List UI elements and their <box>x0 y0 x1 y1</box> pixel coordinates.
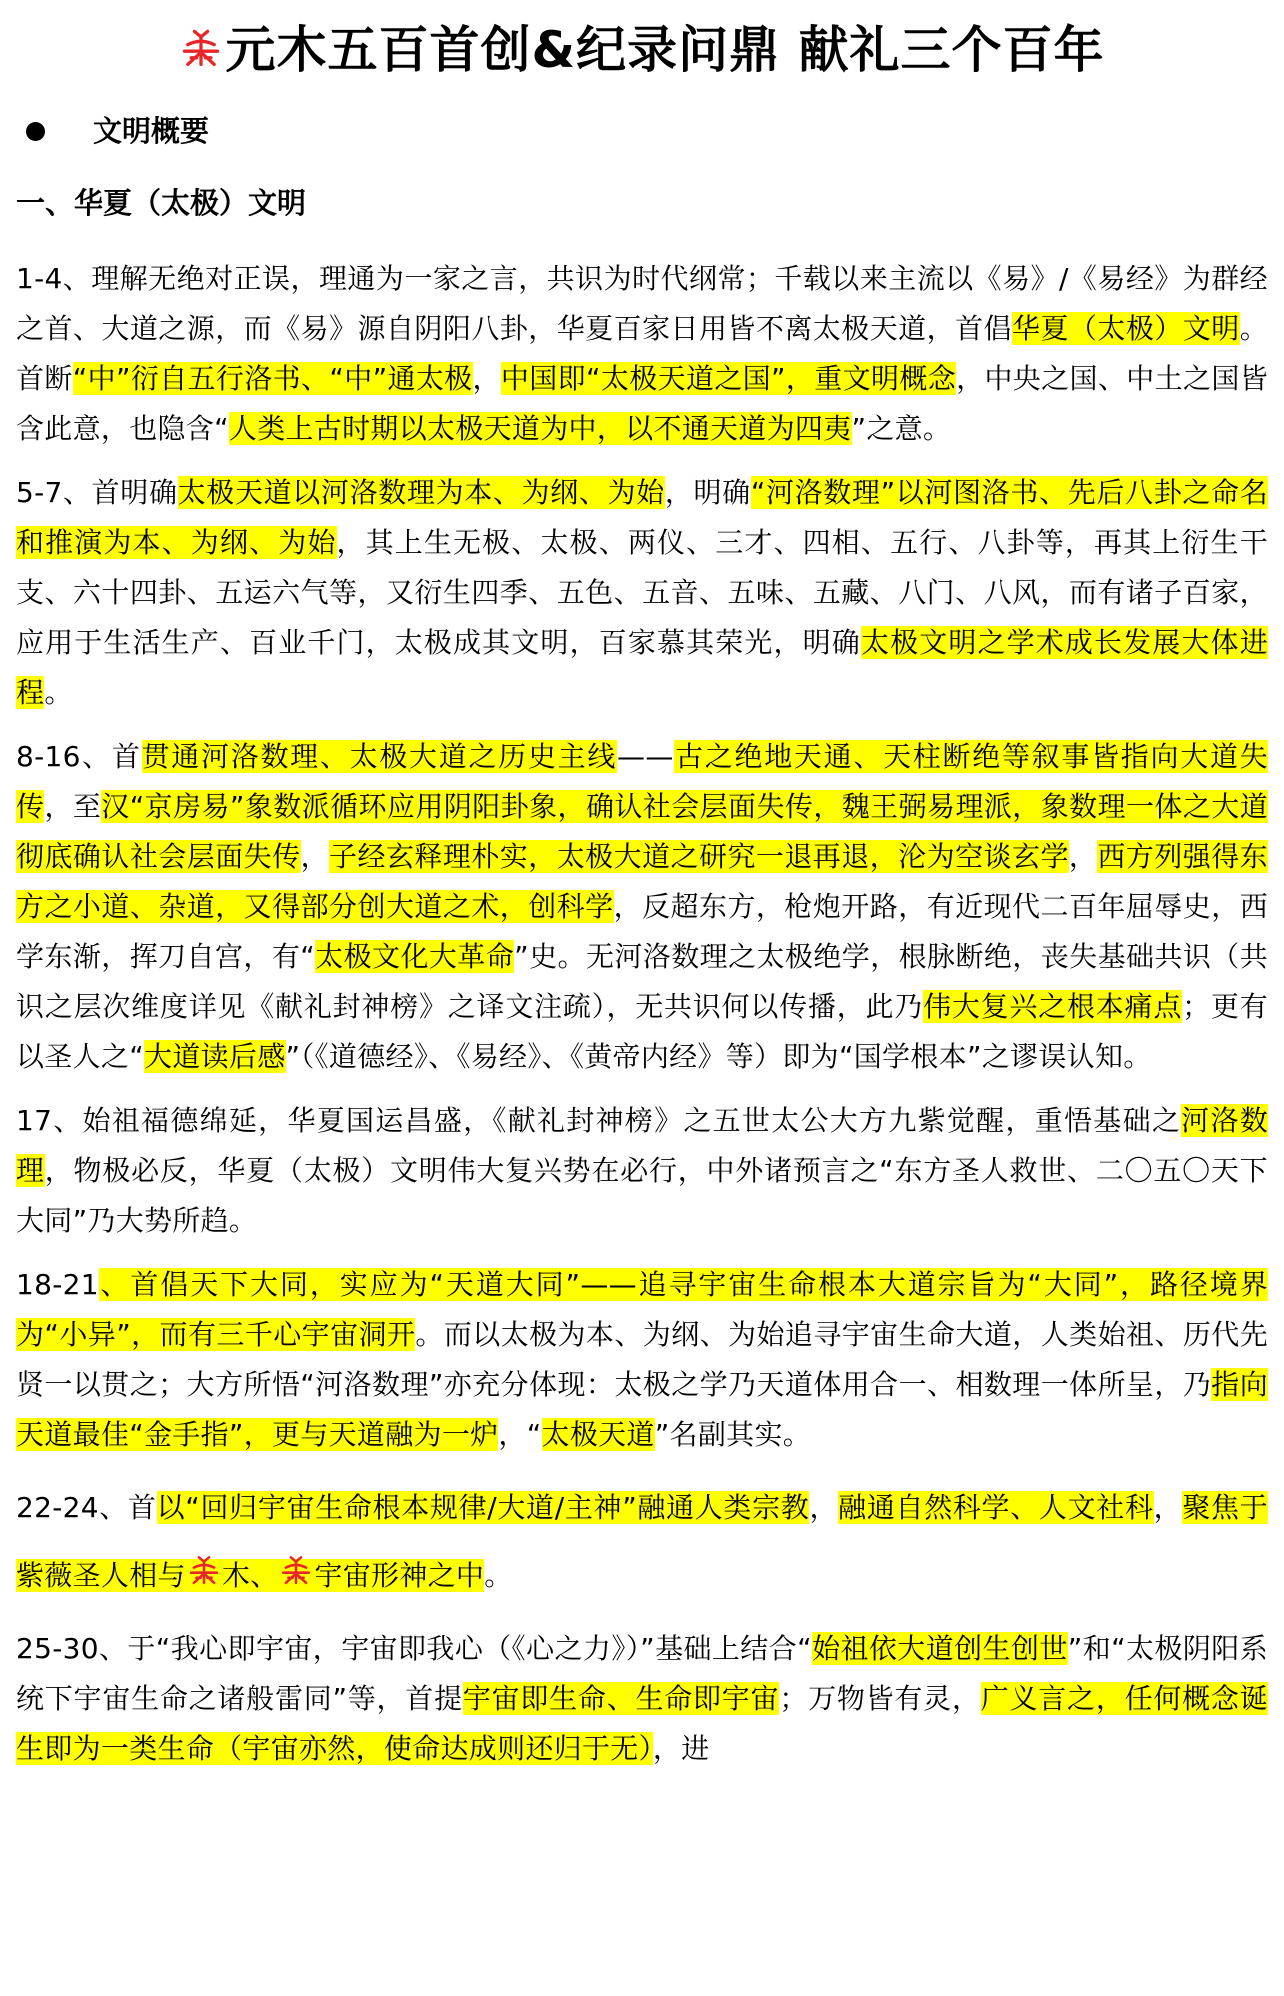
page-title <box>16 12 1268 88</box>
highlighted-text: 伟大复兴之根本痛点 <box>923 990 1183 1023</box>
text-segment: 。首断 <box>16 312 1268 395</box>
highlighted-text: 、首倡天下大同，实应为“天道大同”——追寻宇宙生命根本大道宗旨为“大同”，路径境界为“小异”，而有三千心宇宙洞开 <box>16 1268 1268 1351</box>
text-segment: ，至 <box>44 790 102 823</box>
text-segment: ， <box>809 1491 839 1524</box>
highlighted-text: 太极文明之学术成长发展大体进程 <box>16 626 1268 709</box>
text-segment: ，反超东方，枪炮开路，有近现代二百年屈辱史，西学东渐，挥刀自宫，有“ <box>16 890 1268 973</box>
highlighted-text: “中”衍自五行洛书、“中”通太极 <box>72 362 473 395</box>
text-segment: 17、始祖福德绵延，华夏国运昌盛，《献礼封神榜》之五世太公大方九紫觉醒，重悟基础之 <box>16 1104 1182 1137</box>
highlighted-text: 华夏（太极）文明 <box>1012 312 1240 345</box>
text-segment: ”和“太极阴阳系统下宇宙生命之诸般雷同”等，首提 <box>16 1632 1268 1715</box>
paragraph <box>16 1260 1268 1460</box>
paragraph-list <box>16 254 1268 1774</box>
highlighted-text: 贯通河洛数理、太极大道之历史主线 <box>141 740 618 773</box>
text-segment: 。 <box>44 676 73 709</box>
highlighted-text: “河洛数理”以河图洛书、先后八卦之命名和推演为本、为纲、为始 <box>16 476 1268 559</box>
highlighted-text: 以“回归宇宙生命根本规律/大道/主神”融通人类宗教 <box>156 1491 810 1524</box>
text-segment: 22-24、首 <box>16 1491 157 1524</box>
text-segment: ，物极必反，华夏（太极）文明伟大复兴势在必行，中外诸预言之“东方圣人救世、二〇五〇天下大同”乃大势所趋。 <box>16 1154 1268 1237</box>
paragraph <box>16 1474 1268 1610</box>
text-segment: ”之意。 <box>851 412 952 445</box>
highlighted-text: 广义言之，任何概念诞生即为一类生命（宇宙亦然，使命达成则还归于无） <box>16 1682 1268 1765</box>
paragraph <box>16 254 1268 454</box>
text-segment: ；万物皆有灵， <box>779 1682 981 1715</box>
highlighted-text: 融通自然科学、人文社科 <box>838 1491 1154 1524</box>
bullet-dot-icon <box>26 122 45 141</box>
text-segment: ；更有以圣人之“ <box>16 990 1269 1073</box>
highlighted-text: 古之绝地天通、天柱断绝等叙事皆指向大道失传 <box>16 740 1268 823</box>
text-segment: 25-30、于“我心即宇宙，宇宙即我心（《心之力》）”基础上结合“ <box>16 1632 812 1665</box>
text-segment: —— <box>617 740 674 773</box>
highlighted-text: 河洛数理 <box>16 1104 1269 1187</box>
highlighted-text: 聚焦于紫薇圣人相与 <box>16 1491 1268 1592</box>
highlighted-text: 西方列强得东方之小道、杂道，又得部分创大道之术，创科学 <box>16 840 1268 923</box>
highlighted-text: 子经玄释理朴实，太极大道之研究一退再退，沦为空谈玄学 <box>329 840 1069 873</box>
paragraph <box>16 1624 1268 1774</box>
highlighted-text: 中国即“太极天道之国”，重文明概念 <box>500 362 957 395</box>
text-segment: ，其上生无极、太极、两仪、三才、四相、五行、八卦等，再其上衍生干支、六十四卦、五运六气等，又衍生四季、五色、五音、五味、五藏、八门、八风，而有诸子百家，应用于生活生产、百业千门，太极成其文明，百家慕其荣光，明确 <box>16 526 1268 659</box>
highlighted-text: 太极文化大革命 <box>315 940 515 973</box>
highlighted-text: 指向天道最佳“金手指”，更与天道融为一炉 <box>16 1368 1268 1451</box>
highlighted-text: 人类上古时期以太极天道为中，以不通天道为四夷 <box>228 412 852 445</box>
paragraph <box>16 1096 1268 1246</box>
title-text: 元木五百首创&纪录问鼎 献礼三个百年 <box>225 21 1105 79</box>
summary-heading-label: 文明概要 <box>93 114 210 148</box>
red-glyph-logo-icon <box>278 1559 314 1592</box>
highlighted-text: 始祖依大道创生创世 <box>811 1632 1068 1665</box>
text-segment: ， <box>1068 840 1098 873</box>
highlighted-text: 木、 <box>221 1559 279 1592</box>
text-segment: ”（《道德经》、《易经》、《黄帝内经》等）即为“国学根本”之谬误认知。 <box>285 1040 1152 1073</box>
red-glyph-logo-icon <box>179 27 223 71</box>
text-segment: ， <box>300 840 330 873</box>
text-segment: 5-7、首明确 <box>16 476 178 509</box>
highlighted-text: 宇宙形神之中 <box>314 1559 485 1592</box>
text-segment: ，“ <box>498 1418 542 1451</box>
highlighted-text: 汉“京房易”象数派循环应用阴阳卦象，确认社会层面失传，魏王弼易理派，象数理一体之大道彻底确认社会层面失传 <box>16 790 1268 873</box>
highlighted-text: 太极天道 <box>541 1418 655 1451</box>
text-segment: 1-4、理解无绝对正误，理通为一家之言，共识为时代纲常；千载以来主流以《易》/《易经》为群经之首、大道之源，而《易》源自阴阳八卦，华夏百家日用皆不离太极天道，首倡 <box>16 262 1268 345</box>
summary-heading <box>16 110 1268 152</box>
text-segment: ，中央之国、中土之国皆含此意，也隐含“ <box>16 362 1268 445</box>
highlighted-text: 太极天道以河洛数理为本、为纲、为始 <box>177 476 665 509</box>
text-segment: 8-16、首 <box>16 740 142 773</box>
text-segment: 。而以太极为本、为纲、为始追寻宇宙生命大道，人类始祖、历代先贤一以贯之；大方所悟“河洛数理”亦充分体现：太极之学乃天道体用合一、相数理一体所呈，乃 <box>16 1318 1268 1401</box>
text-segment: ， <box>472 362 501 395</box>
text-segment: ”名副其实。 <box>654 1418 812 1451</box>
text-segment: 。 <box>484 1559 513 1592</box>
highlighted-text: 大道读后感 <box>144 1040 286 1073</box>
paragraph <box>16 468 1268 718</box>
text-segment: ， <box>1153 1491 1183 1524</box>
red-glyph-logo-icon <box>186 1559 222 1592</box>
highlighted-text: 宇宙即生命、生命即宇宙 <box>462 1682 780 1715</box>
text-segment: 18-21 <box>16 1268 99 1301</box>
paragraph <box>16 732 1268 1082</box>
section-heading: 一、华夏（太极）文明 <box>16 186 307 220</box>
text-segment: ，进 <box>652 1732 710 1765</box>
text-segment: ”史。无河洛数理之太极绝学，根脉断绝，丧失基础共识（共识之层次维度详见《献礼封神榜》之译文注疏），无共识何以传播，此乃 <box>16 940 1269 1023</box>
text-segment: ，明确 <box>664 476 751 509</box>
